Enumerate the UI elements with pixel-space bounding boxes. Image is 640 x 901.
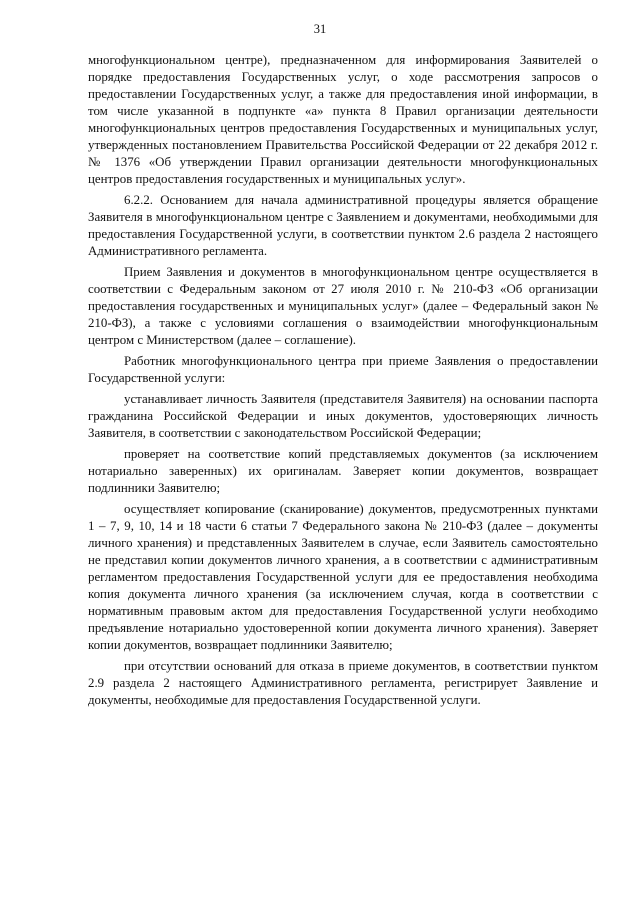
paragraph-worker: Работник многофункционального центра при приеме Заявления о предоставлении Государственной услуги: <box>88 354 598 385</box>
paragraph-reception: Прием Заявления и документов в многофункциональном центре осуществляется в соответствии с Федеральным законом от 27 июля 2010 г. № 210-ФЗ «Об организации предоставления государственных и муниципальных услуг» (далее – Федеральный закон № 210-ФЗ), а также с условиями соглашения о взаимодействии многофункциональным центром с Министерством (далее – соглашение). <box>88 265 598 347</box>
paragraph-registration: при отсутствии оснований для отказа в приеме документов, в соответствии пунктом 2.9 раздела 2 настоящего Административного регламента, регистрирует Заявление и документы, необходимые для предоставления Государственной услуги. <box>88 659 598 707</box>
paragraph-identity: устанавливает личность Заявителя (представителя Заявителя) на основании паспорта гражданина Российской Федерации и иных документов, удостоверяющих личность Заявителя, в соответствии с законодательством Российской Федерации; <box>88 392 598 440</box>
document-body <box>88 52 598 709</box>
paragraph-verification: проверяет на соответствие копий представляемых документов (за исключением нотариально заверенных) их оригиналам. Заверяет копии документов, возвращает подлинники Заявителю; <box>88 447 598 495</box>
paragraph-copying: осуществляет копирование (сканирование) документов, предусмотренных пунктами 1 – 7, 9, 10, 14 и 18 части 6 статьи 7 Федерального закона № 210-ФЗ (далее – документы личного хранения) и представленных Заявителем в случае, если Заявитель самостоятельно не представил копии документов личного хранения, а в соответствии с административным регламентом предоставления Государственной услуги для ее предоставления необходима копия документа личного хранения (за исключением случая, когда в соответствии с нормативным правовым актом для предоставления Государственной услуги необходимо предъявление нотариально удостоверенной копии документа личного хранения). Заверяет копии документов, возвращает подлинники Заявителю; <box>88 502 598 652</box>
page-number: 31 <box>313 22 327 36</box>
paragraph-6-2-2: 6.2.2. Основанием для начала административной процедуры является обращение Заявителя в многофункциональном центре с Заявлением и документами, необходимыми для предоставления Государственной услуги, в соответствии пунктом 2.6 раздела 2 настоящего Административного регламента. <box>88 193 598 258</box>
paragraph-intro: многофункциональном центре), предназначенном для информирования Заявителей о порядке предоставления Государственных услуг, о ходе рассмотрения запросов о предоставлении Государственных услуг, а также для предоставления иной информации, в том числе указанной в подпункте «а» пункта 8 Правил организации деятельности многофункциональных центров предоставления Государственных и муниципальных услуг, утвержденных постановлением Правительства Российской Федерации от 22 декабря 2012 г. № 1376 «Об утверждении Правил организации деятельности многофункциональных центров предоставления государственных и муниципальных услуг». <box>88 53 598 186</box>
